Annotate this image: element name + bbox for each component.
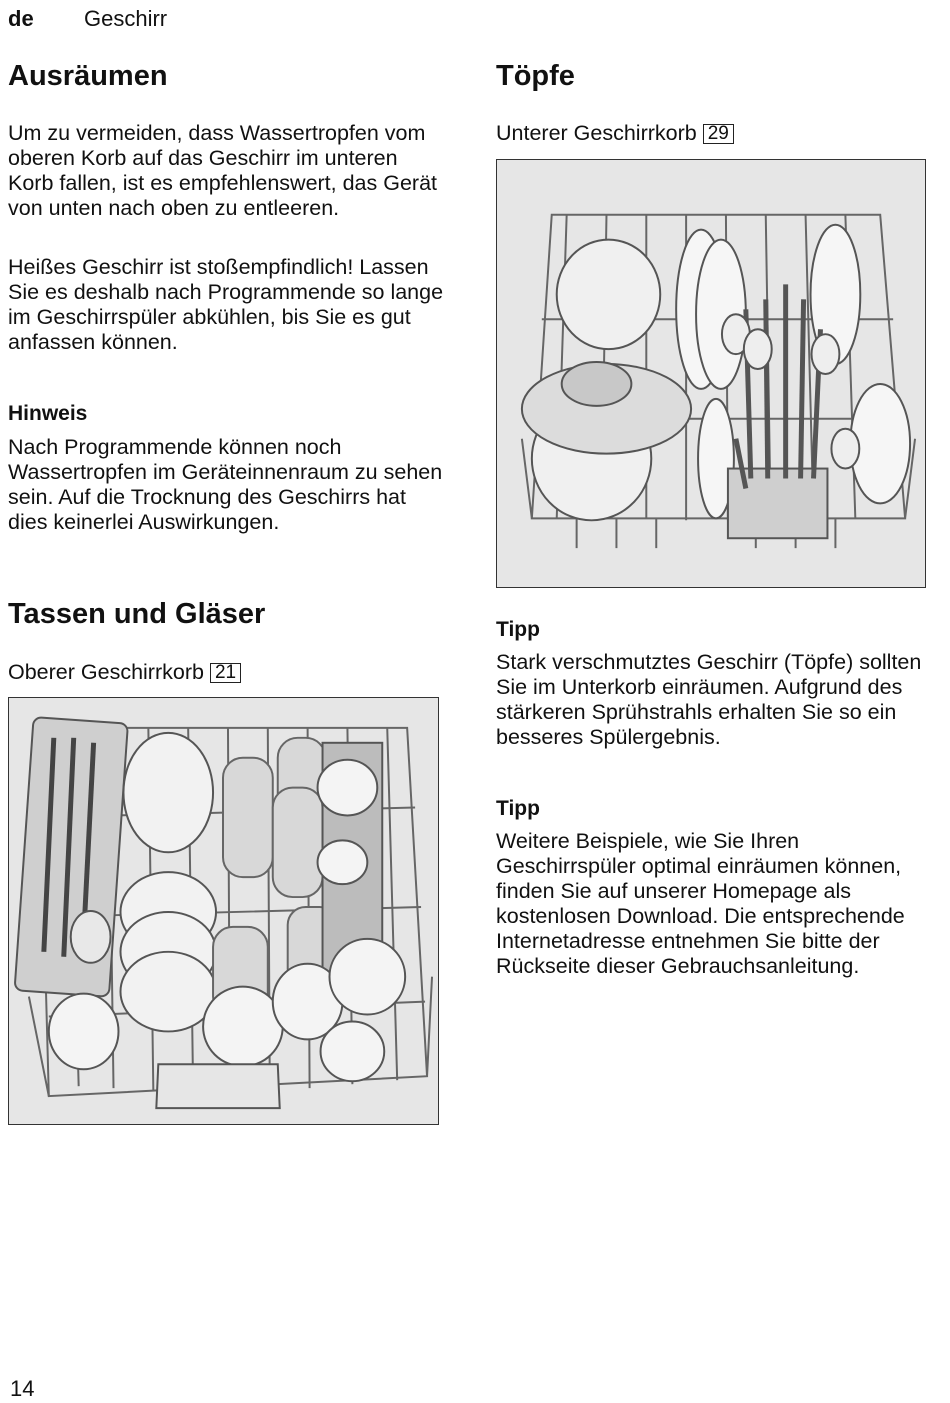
page-number: 14 xyxy=(10,1376,35,1401)
tip-text-2: Weitere Beispiele, wie Sie Ihren Geschirrspüler optimal einräumen können, finden Sie auf unserer Homepage als kostenlosen Download. Die entsprechende Internetadresse entnehmen Sie bitte der Rückseite dieser Gebrauchsanleitung. xyxy=(496,829,905,978)
tip-heading-2: Tipp xyxy=(496,797,540,820)
tip-heading-1: Tipp xyxy=(496,618,540,641)
heading-ausraeumen: Ausräumen xyxy=(8,60,168,92)
note-heading: Hinweis xyxy=(8,402,88,425)
section-title: Geschirr xyxy=(84,6,168,31)
caption-text: Unterer Geschirrkorb xyxy=(496,121,697,145)
page-header xyxy=(8,6,168,32)
lower-basket-illustration xyxy=(496,159,926,588)
paragraph-hot-dishes: Heißes Geschirr ist stoßempfindlich! Lassen Sie es deshalb nach Programmende so lange im Geschirrspüler abkühlen, bis Sie es gut anfassen können. xyxy=(8,255,444,354)
figure-caption-lower-basket xyxy=(496,121,936,146)
reference-number: 29 xyxy=(703,124,734,144)
note-text: Nach Programmende können noch Wassertropfen im Geräteinnenraum zu sehen sein. Auf die Trocknung des Geschirrs hat dies keinerlei Auswirkungen. xyxy=(8,435,443,534)
figure-caption-upper-basket xyxy=(8,660,448,685)
tip-text-1: Stark verschmutztes Geschirr (Töpfe) sollten Sie im Unterkorb einräumen. Aufgrund des stärkeren Sprühstrahls erhalten Sie so ein besseres Spülergebnis. xyxy=(496,650,922,749)
heading-toepfe: Töpfe xyxy=(496,60,575,92)
paragraph-unload-order: Um zu vermeiden, dass Wassertropfen vom oberen Korb auf das Geschirr im unteren Korb fallen, ist es empfehlenswert, das Gerät von unten nach oben zu entleeren. xyxy=(8,121,438,220)
heading-cups-glasses: Tassen und Gläser xyxy=(8,598,266,630)
lower-basket-drawing xyxy=(497,160,925,587)
upper-basket-illustration xyxy=(8,697,439,1125)
upper-basket-drawing xyxy=(9,698,438,1124)
reference-number: 21 xyxy=(210,663,241,683)
caption-text: Oberer Geschirrkorb xyxy=(8,660,204,684)
language-code: de xyxy=(8,6,34,31)
